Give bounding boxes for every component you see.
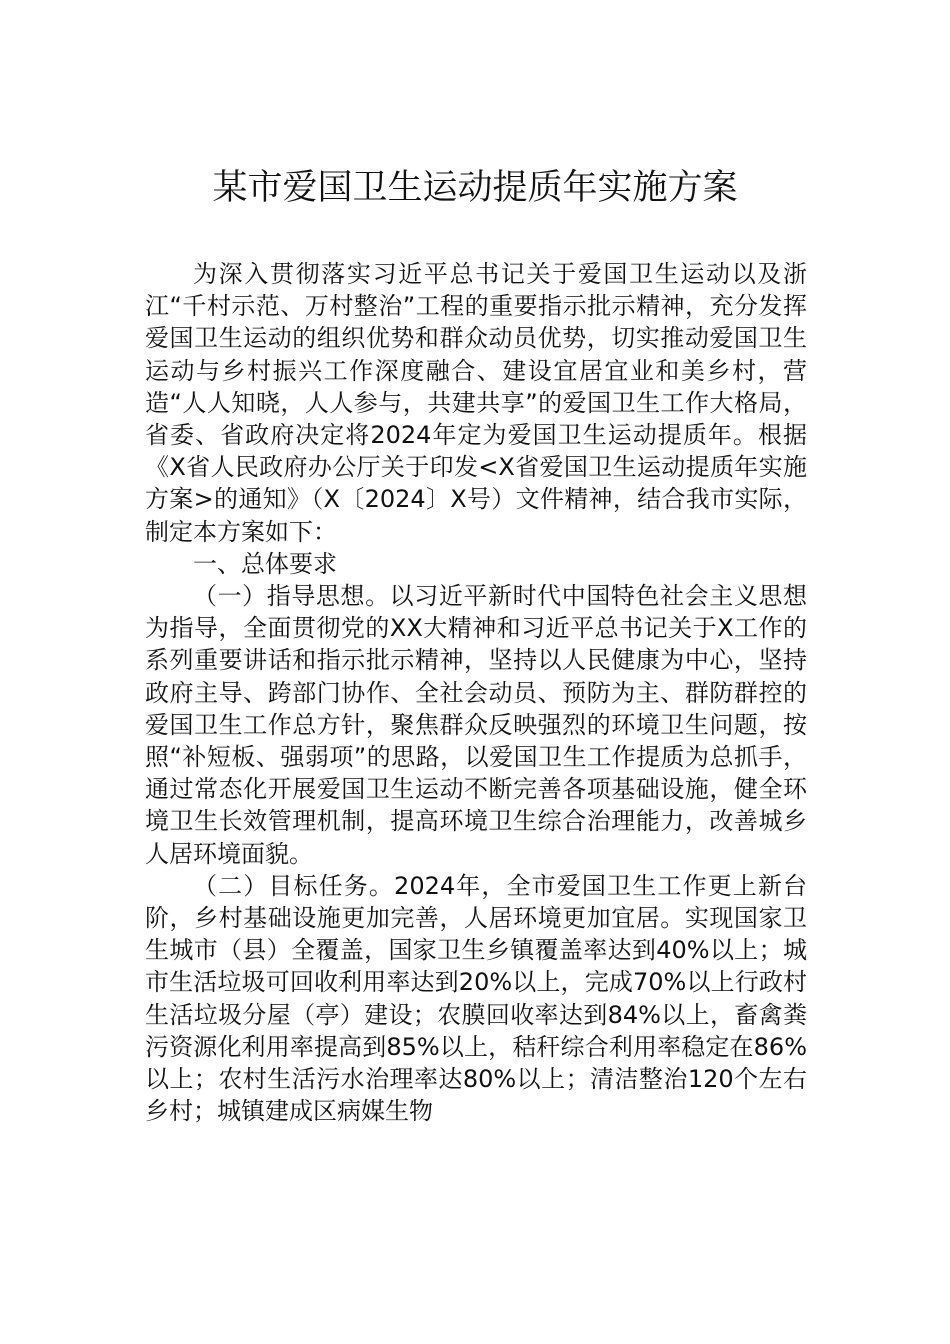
document-title: 某市爱国卫生运动提质年实施方案: [212, 168, 738, 208]
document-body: [145, 258, 807, 1127]
targets-tasks-paragraph: （二）目标任务。2024年，全市爱国卫生工作更上新台阶，乡村基础设施更加完善，人居环境更加宜居。实现国家卫生城市（县）全覆盖，国家卫生乡镇覆盖率达到40%以上；城市生活垃圾可回收利用率达到20%以上，完成70%以上行政村生活垃圾分屋（亭）建设；农膜回收率达到84%以上，畜禽粪污资源化利用率提高到85%以上，秸秆综合利用率稳定在86%以上；农村生活污水治理率达80%以上；清洁整治120个左右乡村；城镇建成区病媒生物: [145, 871, 807, 1126]
section-heading-general-requirements: 一、总体要求: [193, 549, 337, 578]
intro-paragraph: 为深入贯彻落实习近平总书记关于爱国卫生运动以及浙江“千村示范、万村整治”工程的重要指示批示精神，充分发挥爱国卫生运动的组织优势和群众动员优势，切实推动爱国卫生运动与乡村振兴工作深度融合、建设宜居宜业和美乡村，营造“人人知晓，人人参与，共建共享”的爱国卫生工作大格局，省委、省政府决定将2024年定为爱国卫生运动提质年。根据《X省人民政府办公厅关于印发<X省爱国卫生运动提质年实施方案>的通知》（X〔2024〕X号）文件精神，结合我市实际，制定本方案如下：: [145, 260, 807, 546]
guiding-ideology-paragraph: （一）指导思想。以习近平新时代中国特色社会主义思想为指导，全面贯彻党的XX大精神和习近平总书记关于X工作的系列重要讲话和指示批示精神，坚持以人民健康为中心，坚持政府主导、跨部门协作、全社会动员、预防为主、群防群控的爱国卫生工作总方针，聚焦群众反映强烈的环境卫生问题，按照“补短板、强弱项”的思路，以爱国卫生工作提质为总抓手，通过常态化开展爱国卫生运动不断完善各项基础设施，健全环境卫生长效管理机制，提高环境卫生综合治理能力，改善城乡人居环境面貌。: [145, 582, 807, 868]
